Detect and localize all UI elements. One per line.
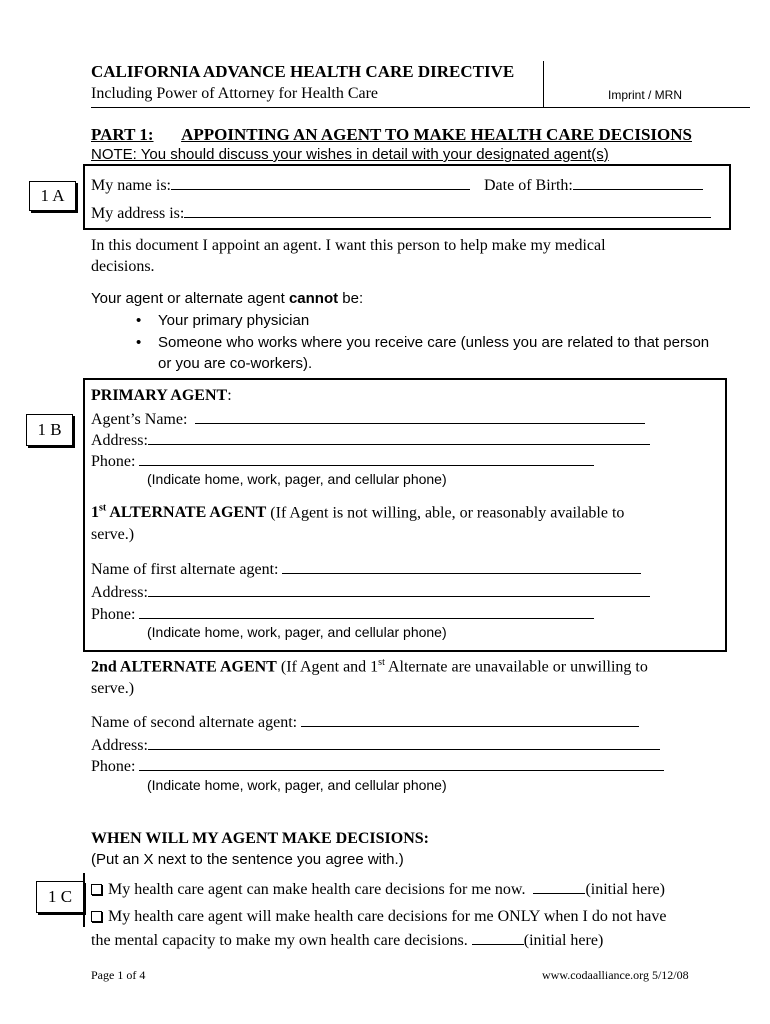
- part-number: PART 1:: [91, 125, 154, 144]
- alt1-heading-row: [91, 503, 624, 522]
- header-divider-horizontal: [91, 107, 750, 108]
- agent-address-input-line[interactable]: [148, 430, 650, 445]
- alt1-superscript: st: [99, 503, 107, 514]
- bullet-2-text: Someone who works where you receive care (unless you are related to that person: [158, 334, 710, 351]
- agent-name-row: [91, 409, 645, 429]
- decisions-heading: WHEN WILL MY AGENT MAKE DECISIONS:: [91, 830, 429, 847]
- cannot-bold: cannot: [288, 290, 339, 307]
- footer-website: www.codaalliance.org 5/12/08: [542, 968, 689, 982]
- alt2-address-label: Address:: [91, 737, 148, 754]
- cannot-suffix: be:: [338, 290, 364, 307]
- part-title: APPOINTING AN AGENT TO MAKE HEALTH CARE DECISIONS: [181, 125, 692, 144]
- alt1-number: 1: [91, 504, 99, 522]
- agent-address-row: [91, 430, 650, 450]
- section-tag-1a: 1 A: [29, 181, 76, 211]
- option-1-text: My health care agent can make health care decisions for me now.: [108, 881, 526, 898]
- dob-input-line[interactable]: [573, 175, 703, 190]
- alt1-address-row: [91, 582, 650, 602]
- address-row: [91, 203, 711, 223]
- agent-phone-hint: (Indicate home, work, pager, and cellular phone): [147, 471, 447, 487]
- bullet-dot-icon: •: [136, 334, 142, 351]
- option-2-continued: [91, 930, 603, 950]
- primary-agent-heading: [91, 387, 232, 405]
- alt1-name-label: Name of first alternate agent:: [91, 561, 279, 578]
- alt2-phone-input-line[interactable]: [139, 756, 664, 771]
- agent-phone-label: Phone:: [91, 453, 136, 470]
- cannot-prefix: Your agent or alternate agent: [91, 290, 289, 307]
- name-row: [91, 175, 703, 195]
- option-2-text-continued: the mental capacity to make my own health care decisions.: [91, 932, 468, 949]
- address-input-line[interactable]: [184, 203, 711, 218]
- agent-address-label: Address:: [91, 432, 148, 449]
- part-note: NOTE: You should discuss your wishes in detail with your designated agent(s): [91, 146, 609, 163]
- alt2-note-b: Alternate are unavailable or unwilling to: [384, 658, 648, 676]
- alt2-title: 2nd ALTERNATE AGENT: [91, 658, 277, 676]
- alt2-superscript: st: [378, 657, 385, 668]
- alt1-address-input-line[interactable]: [148, 582, 650, 597]
- document-title: CALIFORNIA ADVANCE HEALTH CARE DIRECTIVE: [91, 62, 515, 81]
- agent-name-input-line[interactable]: [195, 409, 645, 424]
- option-1-initial-line[interactable]: [533, 879, 585, 894]
- alt1-title: ALTERNATE AGENT: [106, 504, 267, 522]
- bullet-dot-icon: •: [136, 312, 142, 329]
- option-2-initial-line[interactable]: [472, 930, 524, 945]
- alt1-note-continued: serve.): [91, 526, 135, 543]
- alt2-phone-row: [91, 756, 664, 776]
- alt2-note-a: (If Agent and 1: [276, 658, 379, 676]
- alt2-address-input-line[interactable]: [148, 735, 660, 750]
- alt2-heading-row: [91, 657, 648, 676]
- alt2-address-row: [91, 735, 660, 755]
- option-2-initial-label: (initial here): [523, 932, 604, 949]
- option-1-initial-label: (initial here): [585, 881, 665, 898]
- page-number: Page 1 of 4: [91, 968, 146, 982]
- bullet-2: [136, 334, 709, 351]
- alt2-note-continued: serve.): [91, 680, 135, 697]
- section-tag-1b: 1 B: [26, 414, 73, 446]
- primary-agent-title: PRIMARY AGENT: [91, 387, 228, 404]
- alt1-phone-input-line[interactable]: [139, 604, 594, 619]
- alt1-phone-hint: (Indicate home, work, pager, and cellular phone): [147, 624, 447, 640]
- alt1-name-input-line[interactable]: [282, 559, 641, 574]
- alt1-phone-row: [91, 604, 594, 624]
- alt2-phone-hint: (Indicate home, work, pager, and cellular phone): [147, 777, 447, 793]
- decisions-instruction: (Put an X next to the sentence you agree with.): [91, 851, 404, 868]
- alt1-note: (If Agent is not willing, able, or reasonably available to: [266, 504, 625, 522]
- alt1-address-label: Address:: [91, 584, 148, 601]
- header-divider-vertical: [543, 61, 544, 108]
- alt2-name-label: Name of second alternate agent:: [91, 714, 298, 731]
- primary-agent-colon: :: [227, 387, 232, 404]
- dob-label: Date of Birth:: [484, 177, 573, 194]
- option-2-row: [91, 908, 667, 926]
- option-1-checkbox[interactable]: [91, 884, 102, 895]
- alt2-name-row: [91, 712, 639, 732]
- part-heading: [91, 125, 692, 145]
- agent-name-label: Agent’s Name:: [91, 411, 188, 428]
- option-1-row: [91, 879, 665, 899]
- bullet-1-text: Your primary physician: [158, 312, 310, 329]
- alt1-name-row: [91, 559, 641, 579]
- option-2-checkbox[interactable]: [91, 911, 102, 922]
- alt2-name-input-line[interactable]: [301, 712, 639, 727]
- name-label: My name is:: [91, 177, 171, 194]
- alt1-phone-label: Phone:: [91, 606, 136, 623]
- bullet-2-continued: or you are co-workers).: [158, 355, 313, 372]
- agent-phone-row: [91, 451, 594, 471]
- name-input-line[interactable]: [171, 175, 470, 190]
- cannot-be-line: [91, 290, 363, 307]
- bullet-1: [136, 312, 309, 329]
- intro-line-2: decisions.: [91, 258, 155, 275]
- alt2-phone-label: Phone:: [91, 758, 136, 775]
- option-2-text: My health care agent will make health care decisions for me ONLY when I do not have: [108, 908, 667, 925]
- document-subtitle: Including Power of Attorney for Health Care: [91, 85, 379, 102]
- agent-phone-input-line[interactable]: [139, 451, 594, 466]
- address-label: My address is:: [91, 205, 185, 222]
- section-1c-bracket: [83, 873, 85, 927]
- section-tag-1c: 1 C: [36, 881, 84, 913]
- imprint-mrn-label: Imprint / MRN: [608, 88, 683, 102]
- intro-line-1: In this document I appoint an agent. I want this person to help make my medical: [91, 237, 606, 254]
